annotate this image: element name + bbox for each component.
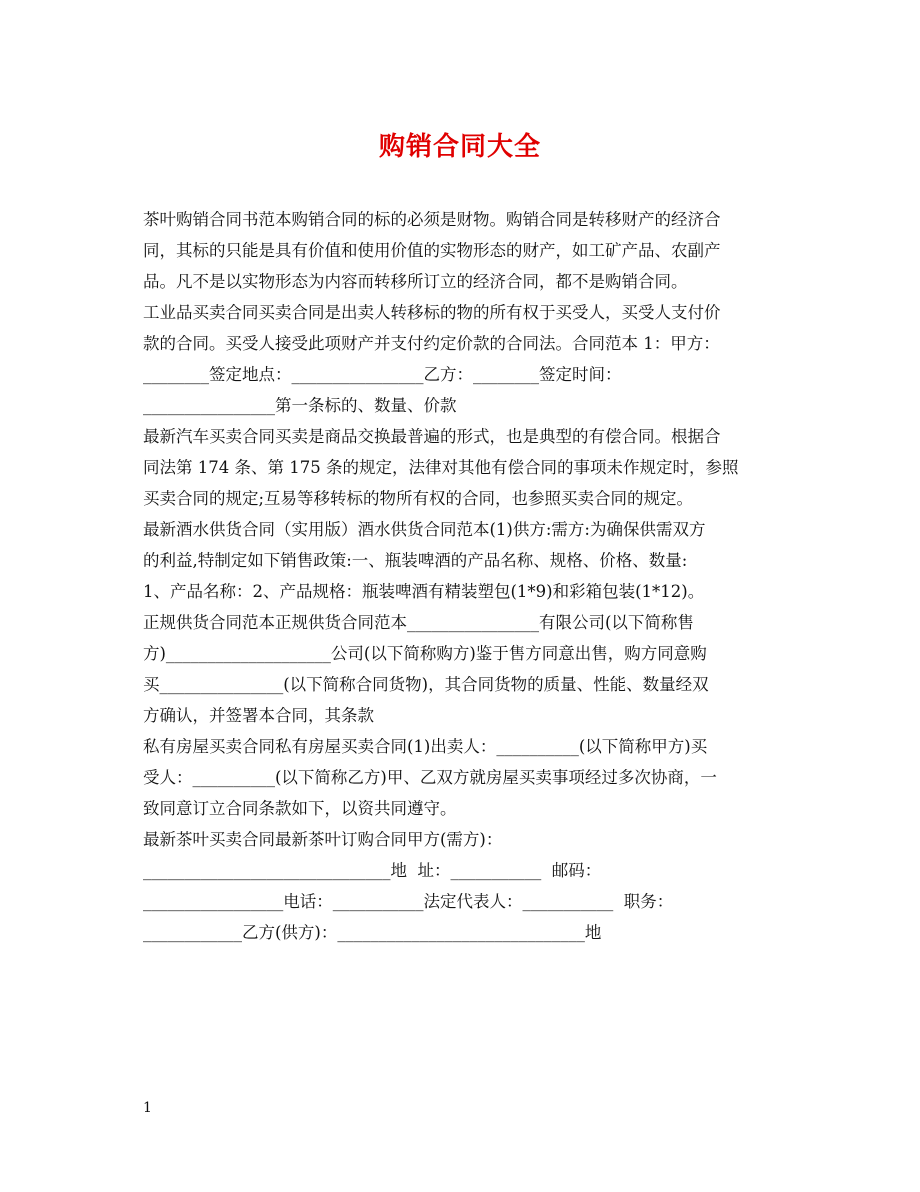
- body-line: 1、产品名称：2、产品规格：瓶装啤酒有精装塑包(1*9)和彩箱包装(1*12)。: [143, 582, 705, 601]
- body-line: ____________乙方(供方)：______________________________地: [143, 923, 602, 942]
- body-line: 买_______________(以下简称合同货物)，其合同货物的质量、性能、数量经双: [143, 675, 709, 694]
- body-line: 茶叶购销合同书范本购销合同的标的必须是财物。购销合同是转移财产的经济合: [143, 210, 721, 229]
- body-line: 最新茶叶买卖合同最新茶叶订购合同甲方(需方)：: [143, 830, 503, 849]
- document-body: [143, 204, 793, 948]
- body-line: ________签定地点：________________乙方：________签定时间：: [143, 365, 622, 384]
- body-line: 方)____________________公司(以下简称购方)鉴于售方同意出售，购方同意购: [143, 644, 707, 663]
- body-line: 私有房屋买卖合同私有房屋买卖合同(1)出卖人：__________(以下简称甲方)买: [143, 737, 708, 756]
- body-line: 致同意订立合同条款如下，以资共同遵守。: [143, 799, 457, 818]
- body-line: 品。凡不是以实物形态为内容而转移所订立的经济合同，都不是购销合同。: [143, 272, 688, 291]
- page-number: 1: [143, 1100, 152, 1116]
- body-line: 方确认，并签署本合同，其条款: [143, 706, 374, 725]
- body-line: 最新酒水供货合同（实用版）酒水供货合同范本(1)供方:需方:为确保供需双方: [143, 520, 706, 539]
- body-line: 最新汽车买卖合同买卖是商品交换最普遍的形式，也是典型的有偿合同。根据合: [143, 427, 721, 446]
- body-line: 正规供货合同范本正规供货合同范本________________有限公司(以下简称售: [143, 613, 694, 632]
- body-line: 工业品买卖合同买卖合同是出卖人转移标的物的所有权于买受人，买受人支付价: [143, 303, 721, 322]
- body-line: 款的合同。买受人接受此项财产并支付约定价款的合同法。合同范本 1：甲方：: [143, 334, 720, 353]
- body-line: _________________电话：___________法定代表人：___________ 职务：: [143, 892, 674, 911]
- body-line: 同，其标的只能是具有价值和使用价值的实物形态的财产，如工矿产品、农副产: [143, 241, 721, 260]
- body-line: 买卖合同的规定;互易等移转标的物所有权的合同，也参照买卖合同的规定。: [143, 489, 694, 508]
- body-line: 同法第 174 条、第 175 条的规定，法律对其他有偿合同的事项未作规定时，参照: [143, 458, 739, 477]
- body-line: ______________________________地 址：___________ 邮码：: [143, 861, 602, 880]
- body-line: 受人：__________(以下简称乙方)甲、乙双方就房屋买卖事项经过多次协商，一: [143, 768, 717, 787]
- body-line: 的利益,特制定如下销售政策:一、瓶装啤酒的产品名称、规格、价格、数量:: [143, 551, 688, 570]
- document-title: 购销合同大全: [378, 132, 541, 162]
- body-line: ________________第一条标的、数量、价款: [143, 396, 457, 415]
